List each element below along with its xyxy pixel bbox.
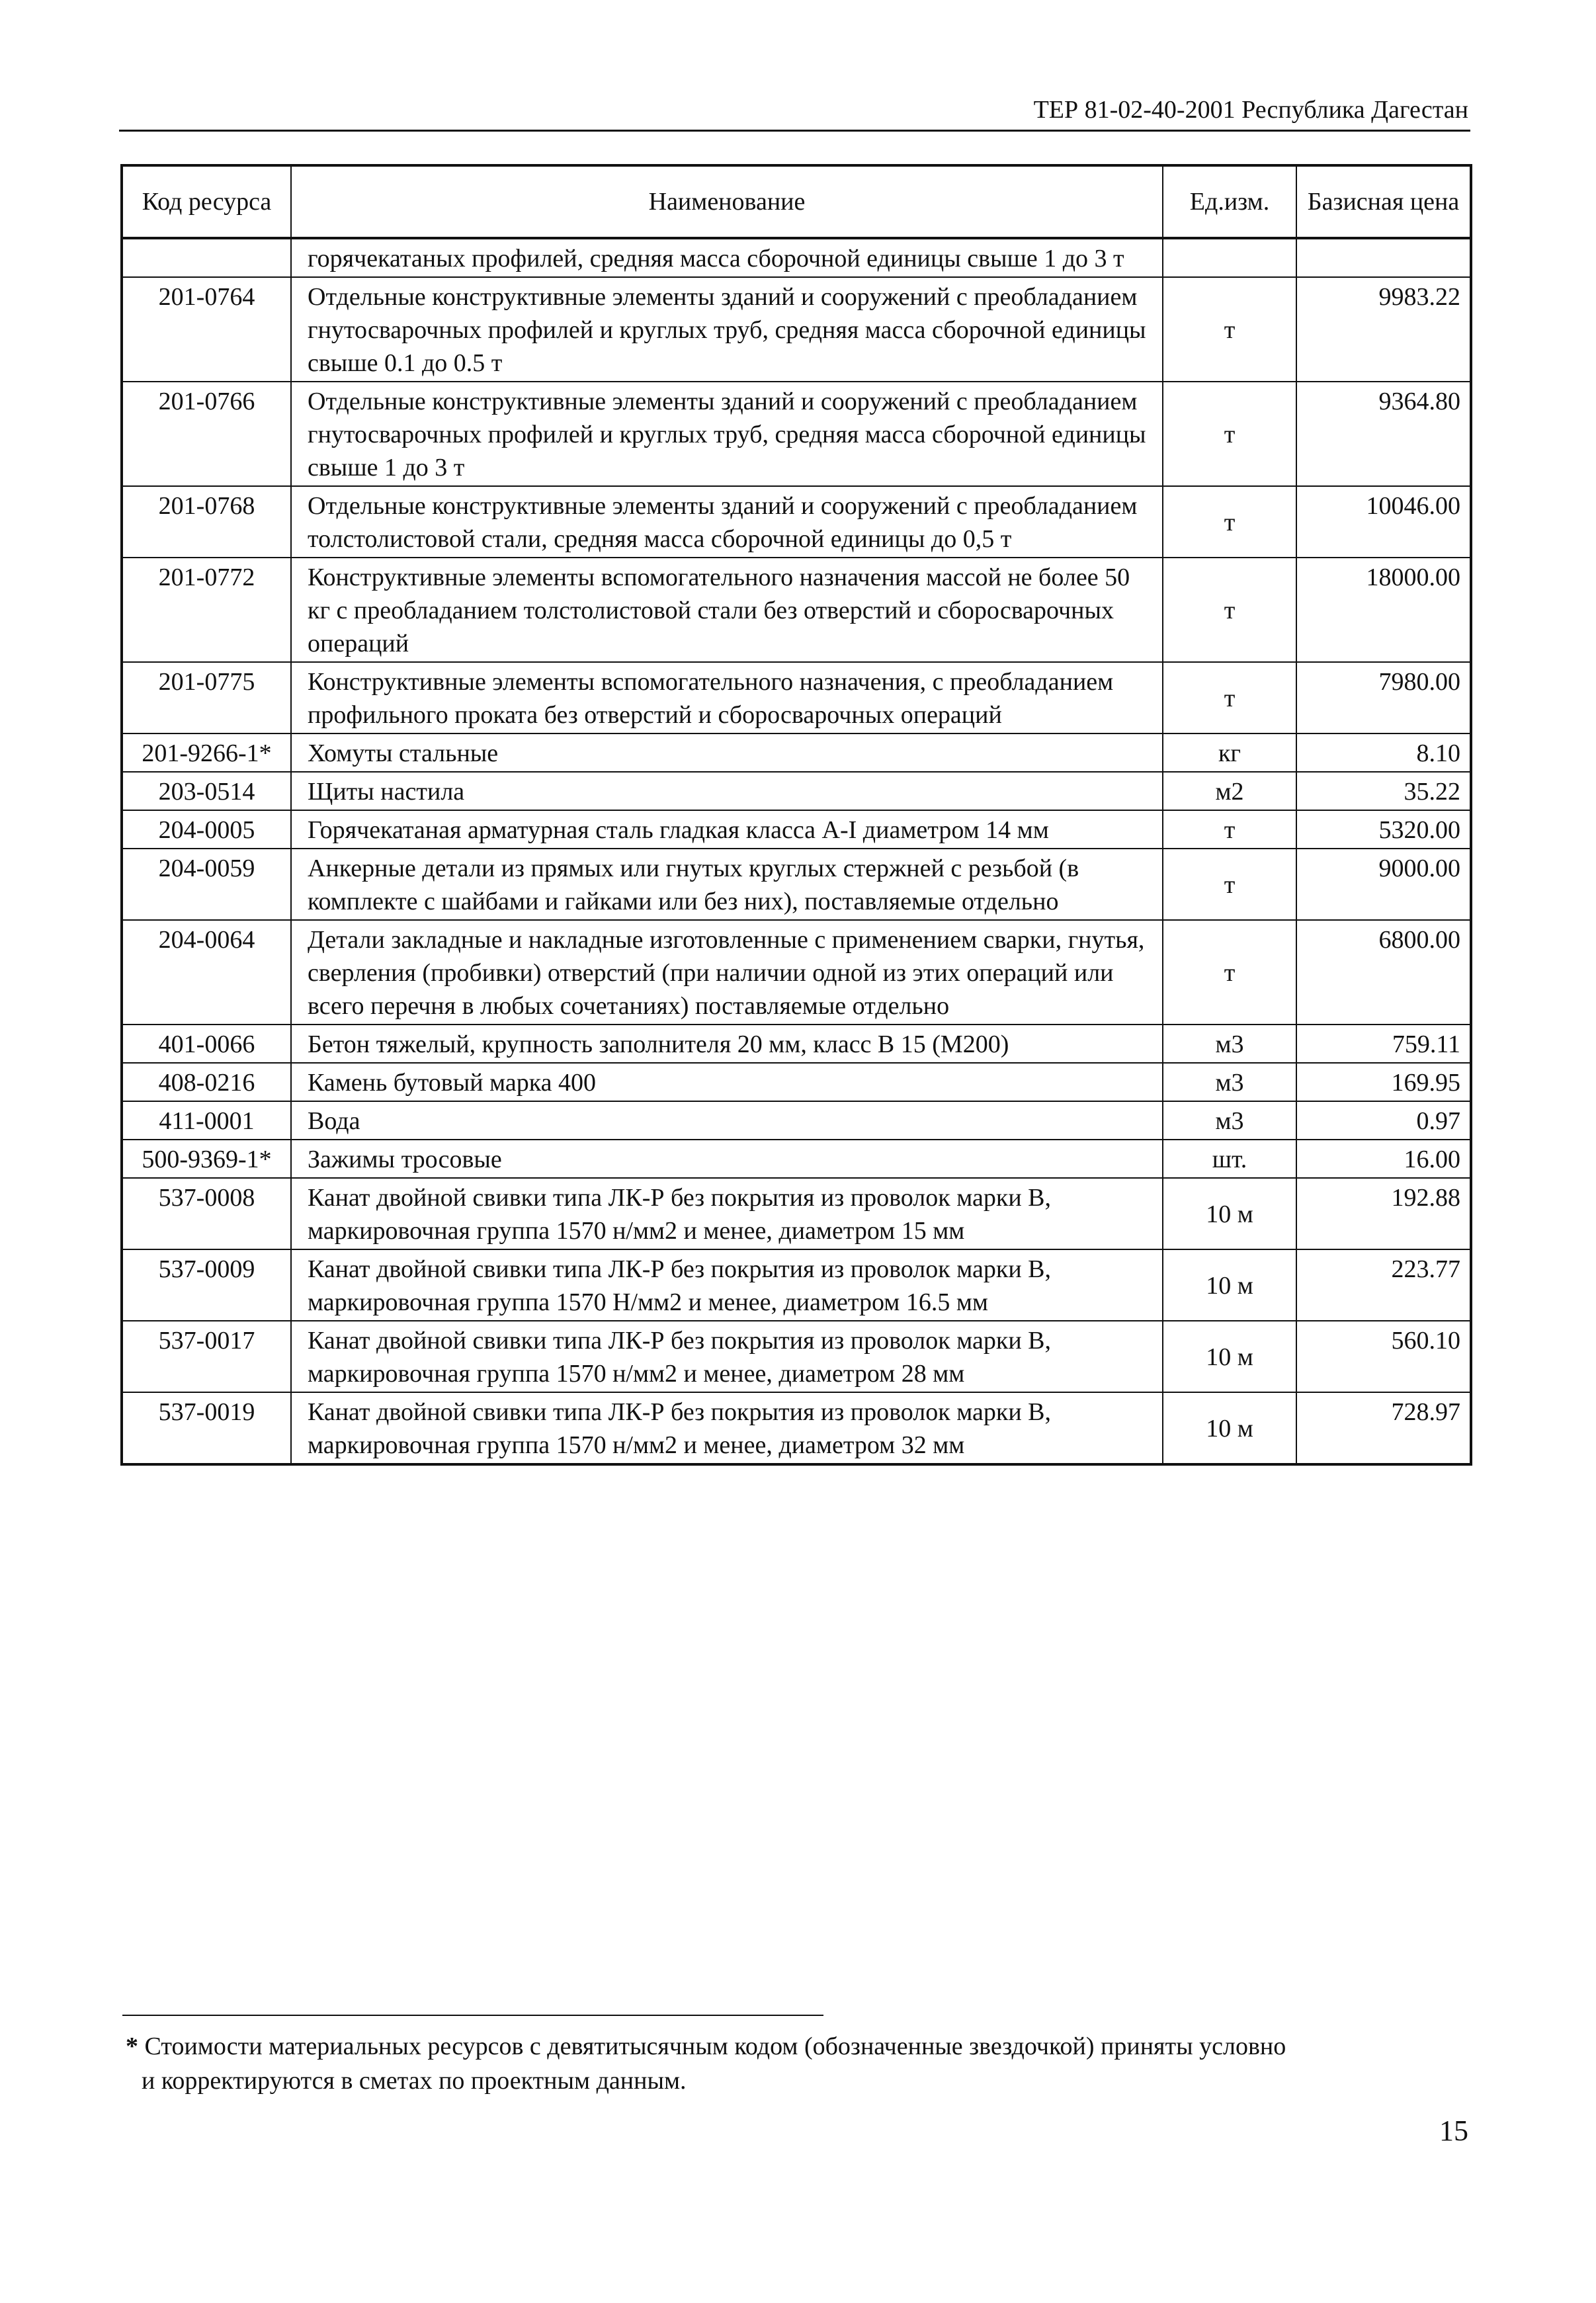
cell-unit: 10 м — [1163, 1178, 1296, 1249]
cell-unit: т — [1163, 920, 1296, 1025]
cell-base-price: 169.95 — [1296, 1063, 1471, 1101]
table-row — [122, 1249, 1471, 1321]
cell-base-price: 759.11 — [1296, 1025, 1471, 1063]
cell-resource-code: 408-0216 — [122, 1063, 291, 1101]
cell-unit: м3 — [1163, 1101, 1296, 1140]
cell-resource-code: 401-0066 — [122, 1025, 291, 1063]
cell-base-price: 560.10 — [1296, 1321, 1471, 1392]
table-row — [122, 920, 1471, 1025]
cell-resource-name: Канат двойной свивки типа ЛК-Р без покрытия из проволок марки В, маркировочная группа 1570 Н/мм2 и менее, диаметром 16.5 мм — [291, 1249, 1163, 1321]
table-row — [122, 1178, 1471, 1249]
cell-resource-name: Детали закладные и накладные изготовленные с применением сварки, гнутья, сверления (пробивки) отверстий (при наличии одной из этих операций или всего перечня в любых сочетаниях) поставляемые отдельно — [291, 920, 1163, 1025]
cell-unit: 10 м — [1163, 1249, 1296, 1321]
table-row — [122, 486, 1471, 558]
cell-base-price: 223.77 — [1296, 1249, 1471, 1321]
footnote-line-2: и корректируются в сметах по проектным данным. — [142, 2067, 687, 2095]
cell-base-price: 9364.80 — [1296, 382, 1471, 486]
column-header-unit: Ед.изм. — [1163, 165, 1296, 238]
table-header — [122, 165, 1471, 238]
cell-unit: т — [1163, 382, 1296, 486]
cell-resource-code: 204-0064 — [122, 920, 291, 1025]
cell-resource-name: Канат двойной свивки типа ЛК-Р без покрытия из проволок марки В, маркировочная группа 1570 н/мм2 и менее, диаметром 32 мм — [291, 1392, 1163, 1464]
cell-base-price: 9000.00 — [1296, 849, 1471, 920]
page-number: 15 — [1439, 2115, 1468, 2147]
cell-resource-code: 500-9369-1* — [122, 1140, 291, 1178]
cell-resource-name: Хомуты стальные — [291, 733, 1163, 772]
cell-resource-code — [122, 238, 291, 277]
cell-base-price: 6800.00 — [1296, 920, 1471, 1025]
table-row — [122, 382, 1471, 486]
table-row — [122, 733, 1471, 772]
cell-unit: т — [1163, 810, 1296, 849]
cell-resource-code: 537-0009 — [122, 1249, 291, 1321]
cell-unit: 10 м — [1163, 1321, 1296, 1392]
cell-resource-code: 537-0019 — [122, 1392, 291, 1464]
footnote-marker: * — [126, 2032, 138, 2060]
column-header-name: Наименование — [291, 165, 1163, 238]
cell-unit: т — [1163, 486, 1296, 558]
column-header-price: Базисная цена — [1296, 165, 1471, 238]
cell-resource-name: Конструктивные элементы вспомогательного назначения массой не более 50 кг с преобладанием толстолистовой стали без отверстий и сборосварочных операций — [291, 558, 1163, 662]
cell-resource-code: 537-0017 — [122, 1321, 291, 1392]
column-header-code: Код ресурса — [122, 165, 291, 238]
cell-base-price: 9983.22 — [1296, 277, 1471, 382]
table-row — [122, 558, 1471, 662]
table-row — [122, 849, 1471, 920]
cell-base-price: 5320.00 — [1296, 810, 1471, 849]
cell-resource-name: Канат двойной свивки типа ЛК-Р без покрытия из проволок марки В, маркировочная группа 1570 н/мм2 и менее, диаметром 28 мм — [291, 1321, 1163, 1392]
footnote-rule — [122, 2015, 823, 2016]
footnote-line-1: Стоимости материальных ресурсов с девятитысячным кодом (обозначенные звездочкой) приняты условно — [144, 2032, 1286, 2060]
table-row — [122, 277, 1471, 382]
cell-unit: 10 м — [1163, 1392, 1296, 1464]
resource-price-table — [120, 164, 1472, 1466]
cell-unit: м3 — [1163, 1025, 1296, 1063]
cell-base-price: 18000.00 — [1296, 558, 1471, 662]
cell-base-price: 10046.00 — [1296, 486, 1471, 558]
cell-base-price: 192.88 — [1296, 1178, 1471, 1249]
cell-resource-name: Вода — [291, 1101, 1163, 1140]
cell-resource-code: 204-0005 — [122, 810, 291, 849]
cell-resource-name: Отдельные конструктивные элементы зданий и сооружений с преобладанием гнутосварочных профилей и круглых труб, средняя масса сборочной единицы свыше 1 до 3 т — [291, 382, 1163, 486]
footnote — [126, 2029, 1349, 2098]
cell-resource-name: горячекатаных профилей, средняя масса сборочной единицы свыше 1 до 3 т — [291, 238, 1163, 277]
cell-base-price: 728.97 — [1296, 1392, 1471, 1464]
table-header-row — [122, 165, 1471, 238]
cell-resource-code: 201-0772 — [122, 558, 291, 662]
page-header-title: ТЕР 81-02-40-2001 Республика Дагестан — [1033, 96, 1468, 124]
table-body — [122, 238, 1471, 1464]
table-row — [122, 1101, 1471, 1140]
resource-table-container — [120, 164, 1470, 1466]
cell-unit: шт. — [1163, 1140, 1296, 1178]
cell-unit: т — [1163, 558, 1296, 662]
table-row — [122, 1025, 1471, 1063]
cell-resource-name: Зажимы тросовые — [291, 1140, 1163, 1178]
cell-unit: м2 — [1163, 772, 1296, 810]
cell-resource-code: 411-0001 — [122, 1101, 291, 1140]
cell-resource-name: Конструктивные элементы вспомогательного назначения, с преобладанием профильного проката без отверстий и сборосварочных операций — [291, 662, 1163, 733]
cell-resource-name: Отдельные конструктивные элементы зданий и сооружений с преобладанием гнутосварочных профилей и круглых труб, средняя масса сборочной единицы свыше 0.1 до 0.5 т — [291, 277, 1163, 382]
cell-unit: кг — [1163, 733, 1296, 772]
cell-resource-name: Щиты настила — [291, 772, 1163, 810]
cell-unit: т — [1163, 277, 1296, 382]
cell-resource-code: 201-0775 — [122, 662, 291, 733]
cell-base-price: 16.00 — [1296, 1140, 1471, 1178]
cell-unit: т — [1163, 849, 1296, 920]
cell-resource-name: Отдельные конструктивные элементы зданий и сооружений с преобладанием толстолистовой стали, средняя масса сборочной единицы до 0,5 т — [291, 486, 1163, 558]
cell-resource-name: Горячекатаная арматурная сталь гладкая класса А-I диаметром 14 мм — [291, 810, 1163, 849]
cell-resource-name: Канат двойной свивки типа ЛК-Р без покрытия из проволок марки В, маркировочная группа 1570 н/мм2 и менее, диаметром 15 мм — [291, 1178, 1163, 1249]
table-row — [122, 1140, 1471, 1178]
cell-base-price: 0.97 — [1296, 1101, 1471, 1140]
cell-resource-code: 201-0768 — [122, 486, 291, 558]
cell-base-price: 8.10 — [1296, 733, 1471, 772]
cell-resource-code: 201-9266-1* — [122, 733, 291, 772]
cell-unit: т — [1163, 662, 1296, 733]
cell-unit: м3 — [1163, 1063, 1296, 1101]
table-row — [122, 772, 1471, 810]
cell-resource-name: Анкерные детали из прямых или гнутых круглых стержней с резьбой (в комплекте с шайбами и гайками или без них), поставляемые отдельно — [291, 849, 1163, 920]
cell-resource-code: 204-0059 — [122, 849, 291, 920]
cell-resource-name: Камень бутовый марка 400 — [291, 1063, 1163, 1101]
table-row — [122, 1392, 1471, 1464]
cell-base-price: 7980.00 — [1296, 662, 1471, 733]
header-rule — [119, 130, 1470, 132]
cell-resource-code: 201-0766 — [122, 382, 291, 486]
cell-base-price — [1296, 238, 1471, 277]
table-row — [122, 238, 1471, 277]
cell-resource-code: 537-0008 — [122, 1178, 291, 1249]
cell-unit — [1163, 238, 1296, 277]
table-row — [122, 662, 1471, 733]
cell-base-price: 35.22 — [1296, 772, 1471, 810]
table-row — [122, 1321, 1471, 1392]
cell-resource-code: 201-0764 — [122, 277, 291, 382]
table-row — [122, 810, 1471, 849]
cell-resource-code: 203-0514 — [122, 772, 291, 810]
cell-resource-name: Бетон тяжелый, крупность заполнителя 20 мм, класс В 15 (М200) — [291, 1025, 1163, 1063]
table-row — [122, 1063, 1471, 1101]
